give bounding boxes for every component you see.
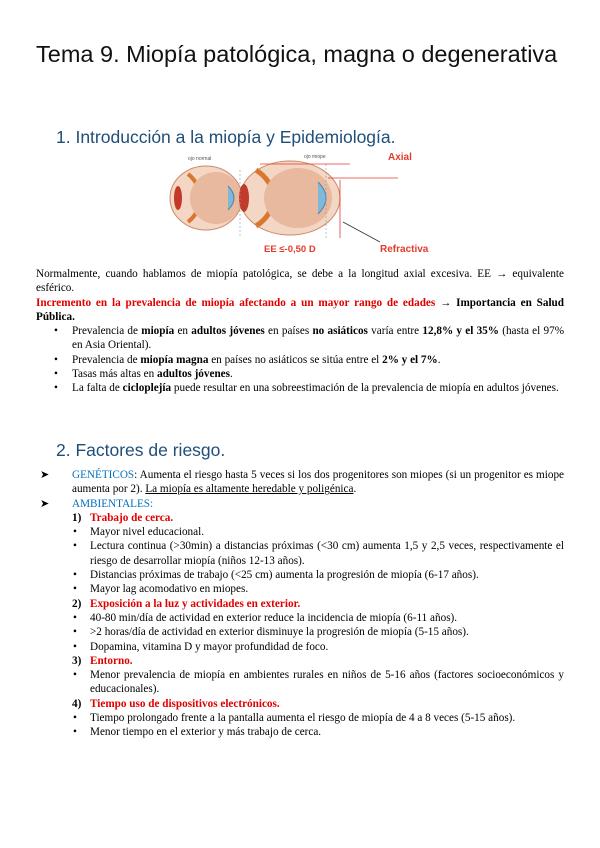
- group-heading: 1) Trabajo de cerca.: [72, 511, 174, 524]
- arrow-bullet-icon: ➤: [40, 497, 50, 510]
- figure-label-axial: Axial: [388, 152, 412, 163]
- geneticos-underline: La miopía es altamente heredable y poligénica: [145, 483, 354, 496]
- normal-eye-illustration: [170, 166, 242, 230]
- group-list: [36, 525, 564, 596]
- arrow-bullet-icon: ➤: [40, 469, 50, 481]
- group-heading: 4) Tiempo uso de dispositivos electrónicos.: [72, 697, 280, 710]
- list-item: • Distancias próximas de trabajo (<25 cm) aumenta la progresión de miopía (6-17 años).: [36, 568, 564, 582]
- epidemiology-bullet-list: [36, 324, 564, 395]
- figure-label-ee: EE ≤-0,50 D: [264, 244, 316, 255]
- ambientales-item: [36, 497, 564, 511]
- list-item: • 40-80 min/día de actividad en exterior reduce la incidencia de miopía (6-11 años).: [36, 611, 564, 625]
- group-heading: 2) Exposición a la luz y actividades en exterior.: [72, 597, 301, 610]
- group-list: [36, 611, 564, 654]
- figure-label-miope: ojo miope: [304, 154, 326, 160]
- list-item: • Mayor lag acomodativo en miopes.: [36, 582, 564, 596]
- list-item: • Prevalencia de miopía en adultos jóvenes en países no asiáticos varía entre 12,8% y el 35% (hasta el 97% en Asia Oriental).: [36, 324, 564, 353]
- geneticos-item: ➤ GENÉTICOS: Aumenta el riesgo hasta 5 veces si los dos progenitores son miopes (si un progenitor es miope aumenta por 2). La miopía es altamente heredable y poligénica.: [40, 469, 564, 496]
- list-item: • Menor prevalencia de miopía en ambientes rurales en niños de 5-16 años (factores socioeconómicos y educacionales).: [36, 668, 564, 697]
- list-item: • Lectura continua (>30min) a distancias próximas (<30 cm) aumenta 1,5 y 2,5 veces, respectivamente el riesgo de desarrollar miopía (niños 12-13 años).: [36, 539, 564, 568]
- geneticos-label: GENÉTICOS: [72, 469, 135, 481]
- ambientales-label: AMBIENTALES:: [72, 497, 154, 510]
- highlight-tail-text: → Importancia en Salud Pública: [36, 296, 564, 323]
- intro-paragraph: Normalmente, cuando hablamos de miopía patológica, se debe a la longitud axial excesiva. EE → equivalente esférico.: [36, 268, 564, 295]
- list-item: • La falta de cicloplejía puede resultar en una sobreestimación de la prevalencia de miopía en adultos jóvenes.: [36, 381, 564, 395]
- myopia-eye-figure: [168, 146, 448, 258]
- list-item: • Tasas más altas en adultos jóvenes.: [36, 367, 564, 381]
- list-item: • Dopamina, vitamina D y mayor profundidad de foco.: [36, 640, 564, 654]
- group-heading: 3) Entorno.: [72, 654, 133, 667]
- highlight-red-text: Incremento en la prevalencia de miopía afectando a un mayor rango de edades: [36, 296, 436, 309]
- myopic-eye-illustration: [239, 161, 398, 242]
- group-list: [36, 668, 564, 697]
- intro-block: [36, 267, 564, 396]
- page-title: Tema 9. Miopía patológica, magna o degenerativa: [36, 41, 558, 67]
- figure-label-normal: ojo normal: [188, 156, 212, 162]
- group-list: [36, 711, 564, 740]
- highlight-paragraph: Incremento en la prevalencia de miopía afectando a un mayor rango de edades → Importancia en Salud Pública.: [36, 296, 564, 323]
- section-heading-factores: 2. Factores de riesgo.: [56, 440, 226, 460]
- section-heading-introduccion: 1. Introducción a la miopía y Epidemiología.: [56, 127, 396, 147]
- list-item: • Prevalencia de miopía magna en países no asiáticos se sitúa entre el 2% y el 7%.: [36, 353, 564, 367]
- list-item: • Menor tiempo en el exterior y más trabajo de cerca.: [36, 725, 564, 739]
- list-item: • >2 horas/día de actividad en exterior disminuye la progresión de miopía (5-15 años).: [36, 625, 564, 639]
- figure-label-refractiva: Refractiva: [380, 244, 429, 255]
- list-item: • Tiempo prolongado frente a la pantalla aumenta el riesgo de miopía de 4 a 8 veces (5-15 años).: [36, 711, 564, 725]
- risk-factors-block: [36, 468, 564, 740]
- list-item: • Mayor nivel educacional.: [36, 525, 564, 539]
